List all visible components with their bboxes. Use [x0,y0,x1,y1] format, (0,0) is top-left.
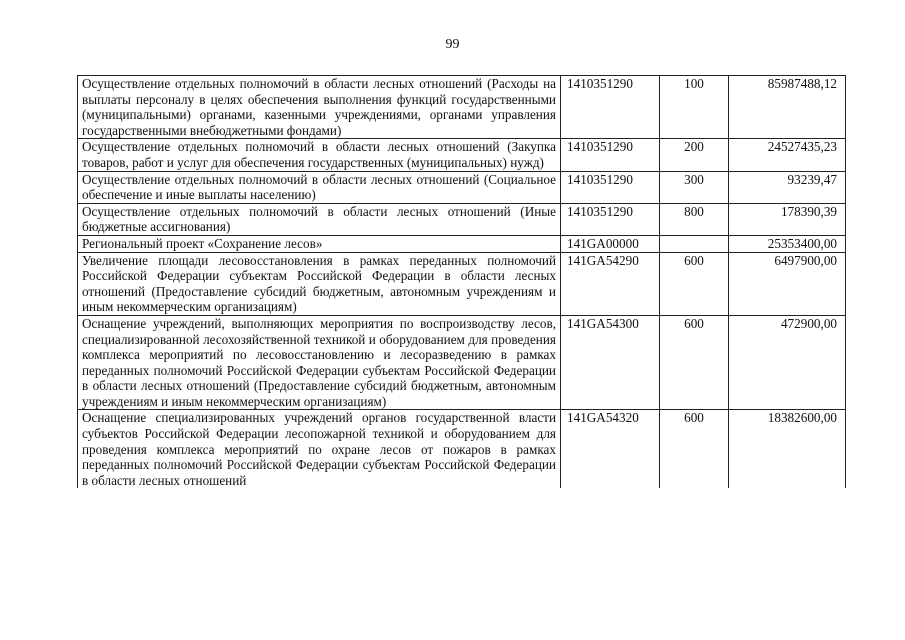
row-code: 141GA54300 [561,315,660,410]
row-amount: 85987488,12 [729,76,846,139]
row-amount: 24527435,23 [729,139,846,171]
budget-table [77,75,846,488]
row-code: 141GA54320 [561,410,660,489]
table-row [78,252,846,315]
row-description: Осуществление отдельных полномочий в области лесных отношений (Социальное обеспечение и иные выплаты населению) [78,171,561,203]
table-row [78,315,846,410]
row-amount: 472900,00 [729,315,846,410]
row-expense-type: 600 [660,252,729,315]
row-code: 1410351290 [561,139,660,171]
row-amount: 25353400,00 [729,235,846,252]
row-expense-type: 200 [660,139,729,171]
row-expense-type: 600 [660,315,729,410]
page-number: 99 [445,37,460,52]
row-amount: 6497900,00 [729,252,846,315]
row-amount: 93239,47 [729,171,846,203]
row-description-text: Оснащение специализированных учреждений органов государственной власти субъектов Российской Федерации лесопожарной техникой и оборудованием для проведения комплекса мероприятий по охране лесов от пожаров в рамках переданных полномочий Российской Федерации субъектам Российской Федерации в области лесных отношений [82,410,556,488]
row-code: 1410351290 [561,203,660,235]
table-row [78,139,846,171]
row-expense-type [660,235,729,252]
row-description [78,410,561,489]
row-code: 141GA54290 [561,252,660,315]
row-description: Осуществление отдельных полномочий в области лесных отношений (Иные бюджетные ассигнования) [78,203,561,235]
row-description: Осуществление отдельных полномочий в области лесных отношений (Закупка товаров, работ и услуг для обеспечения государственных (муниципальных) нужд) [78,139,561,171]
table-row [78,76,846,139]
table-row [78,171,846,203]
row-description: Оснащение учреждений, выполняющих мероприятия по воспроизводству лесов, специализированной лесохозяйственной техникой и оборудованием для проведения комплекса мероприятий по лесовосстановлению и лесоразведению в рамках переданных полномочий Российской Федерации субъектам Российской Федерации в области лесных отношений (Предоставление субсидий бюджетным, автономным учреждениям и иным некоммерческим организациям) [78,315,561,410]
row-expense-type: 300 [660,171,729,203]
table-row [78,410,846,489]
row-amount: 18382600,00 [729,410,846,489]
row-description: Осуществление отдельных полномочий в области лесных отношений (Расходы на выплаты персоналу в целях обеспечения выполнения функций государственными (муниципальными) органами, казенными учреждениями, органами управления государственными внебюджетными фондами) [78,76,561,139]
row-description: Региональный проект «Сохранение лесов» [78,235,561,252]
row-description: Увеличение площади лесовосстановления в рамках переданных полномочий Российской Федерации субъектам Российской Федерации в области лесных отношений (Предоставление субсидий бюджетным, автономным учреждениям и иным некоммерческим организациям) [78,252,561,315]
row-code: 1410351290 [561,76,660,139]
row-code: 1410351290 [561,171,660,203]
row-expense-type: 600 [660,410,729,489]
row-expense-type: 100 [660,76,729,139]
row-code: 141GA00000 [561,235,660,252]
table-row [78,235,846,252]
table-row [78,203,846,235]
row-amount: 178390,39 [729,203,846,235]
row-expense-type: 800 [660,203,729,235]
